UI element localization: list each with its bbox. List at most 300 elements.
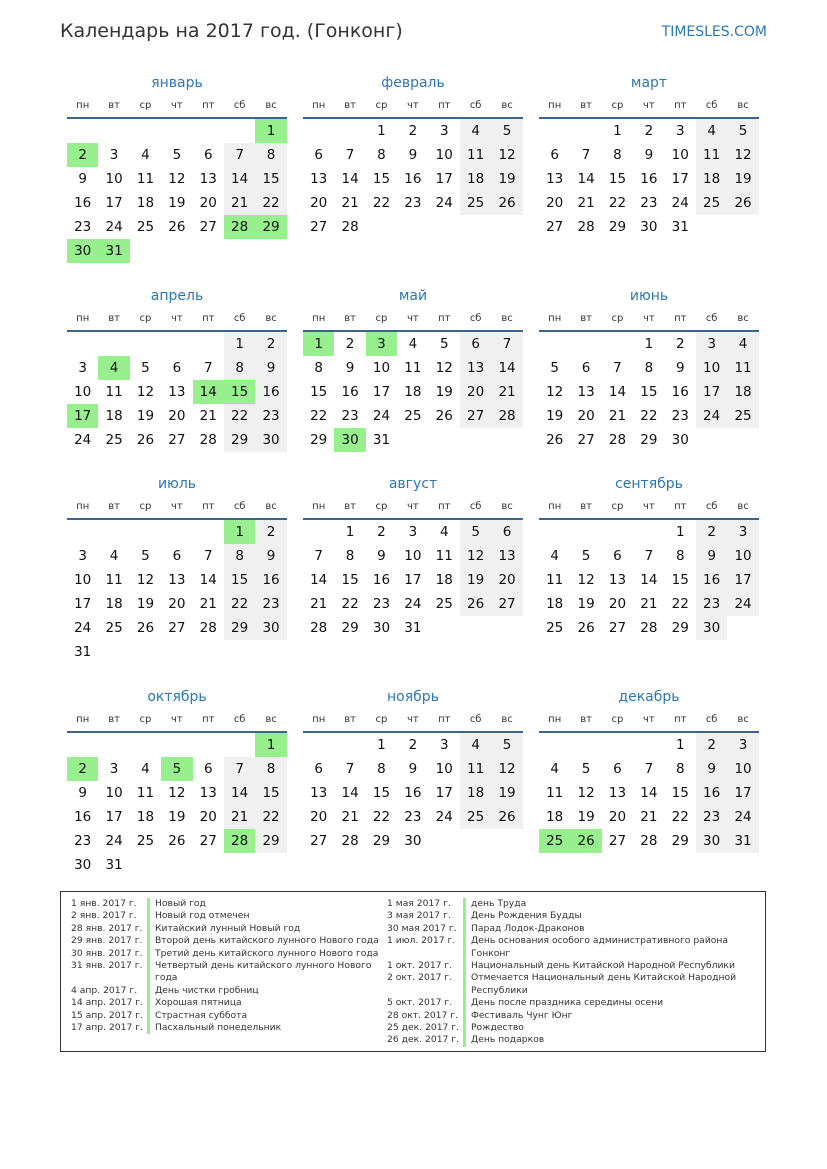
empty-cell — [570, 520, 601, 544]
day-cell: 9 — [255, 356, 286, 380]
holiday-name: Фестиваль Чунг Юнг — [471, 1009, 573, 1021]
day-cell: 3 — [675, 123, 685, 139]
weekday-label: пн — [312, 713, 326, 725]
day-cell: 5 — [460, 520, 491, 544]
empty-cell — [570, 119, 601, 143]
day-cell: 8 — [377, 147, 386, 163]
empty-cell — [303, 733, 334, 757]
empty-cell — [334, 733, 365, 757]
month-8 — [303, 473, 523, 640]
day-cell: 7 — [203, 360, 213, 376]
day-cell: 7 — [644, 761, 654, 777]
empty-cell — [539, 119, 570, 143]
holiday-day-cell: 5 — [161, 757, 192, 781]
day-cell: 23 — [671, 408, 689, 424]
month-name: январь — [151, 75, 203, 91]
legend-row — [71, 935, 386, 947]
holiday-day-cell: 29 — [255, 215, 286, 239]
weekday-label: вт — [580, 500, 592, 512]
empty-cell — [193, 119, 224, 143]
month-10 — [67, 686, 287, 877]
weekday-header — [67, 94, 287, 116]
month-name: декабрь — [618, 689, 680, 705]
month-name: август — [388, 476, 438, 492]
empty-cell — [633, 733, 664, 757]
empty-cell — [539, 733, 570, 757]
day-cell: 7 — [314, 548, 323, 564]
day-cell: 3 — [727, 520, 758, 544]
day-cell: 27 — [577, 432, 595, 448]
month-name: февраль — [381, 75, 445, 91]
day-cell: 15 — [671, 572, 689, 588]
weekday-label: пт — [438, 500, 451, 512]
day-cell: 16 — [372, 572, 391, 588]
day-cell: 16 — [74, 809, 92, 825]
day-cell: 14 — [640, 572, 658, 588]
day-cell: 25 — [460, 191, 491, 215]
day-cell: 5 — [491, 733, 522, 757]
weekday-label: вт — [580, 312, 592, 324]
holiday-day-cell: 1 — [255, 733, 286, 757]
day-cell: 17 — [727, 568, 758, 592]
day-cell: 5 — [439, 336, 449, 352]
day-cell: 25 — [546, 620, 564, 636]
empty-cell — [67, 332, 98, 356]
weekday-label: вс — [737, 99, 749, 111]
day-cell: 28 — [608, 432, 627, 448]
day-cell: 18 — [136, 195, 155, 211]
empty-cell — [67, 119, 98, 143]
day-cell: 1 — [377, 123, 386, 139]
day-cell: 5 — [727, 119, 758, 143]
month-name: октябрь — [147, 689, 207, 705]
day-cell: 19 — [168, 809, 186, 825]
weekday-label: вс — [265, 312, 277, 324]
day-cell: 12 — [168, 785, 186, 801]
day-cell: 14 — [491, 356, 522, 380]
day-cell: 13 — [310, 171, 328, 187]
holiday-day-cell: 1 — [255, 119, 286, 143]
weekday-label: ср — [611, 99, 624, 111]
empty-cell — [224, 733, 255, 757]
holiday-date: 17 апр. 2017 г. — [71, 1022, 143, 1034]
holiday-date: 28 янв. 2017 г. — [71, 922, 143, 934]
weekday-header — [67, 708, 287, 730]
empty-cell — [67, 520, 98, 544]
weekday-label: сб — [469, 312, 482, 324]
legend-row — [71, 1010, 386, 1022]
weekday-header — [303, 307, 523, 329]
day-cell: 7 — [491, 332, 522, 356]
month-6 — [539, 285, 759, 452]
day-cell: 25 — [696, 191, 727, 215]
day-cell: 10 — [105, 785, 123, 801]
day-cell: 13 — [199, 785, 217, 801]
day-cell: 9 — [696, 757, 727, 781]
day-cell: 31 — [404, 620, 422, 636]
empty-cell — [130, 332, 161, 356]
day-cell: 7 — [224, 143, 255, 167]
legend-row — [387, 898, 759, 910]
holiday-day-cell: 1 — [303, 332, 334, 356]
day-cell: 23 — [74, 219, 92, 235]
weekday-label: пт — [438, 713, 451, 725]
day-cell: 12 — [546, 384, 564, 400]
day-cell: 28 — [310, 620, 328, 636]
day-cell: 19 — [136, 408, 155, 424]
day-cell: 17 — [372, 384, 391, 400]
day-cell: 28 — [640, 833, 658, 849]
day-cell: 5 — [141, 548, 150, 564]
day-cell: 3 — [78, 360, 87, 376]
day-cell: 3 — [109, 761, 119, 777]
legend-row — [387, 935, 759, 960]
day-grid — [539, 520, 759, 640]
day-cell: 15 — [224, 568, 255, 592]
day-cell: 22 — [671, 809, 689, 825]
holiday-day-cell: 31 — [98, 239, 129, 263]
day-cell: 3 — [727, 733, 758, 757]
day-cell: 30 — [372, 620, 391, 636]
month-name: апрель — [150, 288, 204, 304]
empty-cell — [98, 733, 129, 757]
weekday-label: чт — [643, 500, 655, 512]
day-cell: 6 — [550, 147, 559, 163]
day-cell: 3 — [78, 548, 87, 564]
day-cell: 9 — [675, 360, 685, 376]
day-cell: 12 — [136, 572, 155, 588]
empty-cell — [130, 733, 161, 757]
holiday-name: День Рождения Будды — [471, 910, 582, 922]
day-cell: 21 — [640, 809, 658, 825]
site-link[interactable]: TIMESLES.COM — [661, 24, 767, 40]
day-cell: 25 — [136, 833, 155, 849]
weekday-label: вс — [737, 312, 749, 324]
day-cell: 25 — [404, 408, 422, 424]
day-cell: 1 — [644, 336, 654, 352]
day-cell: 16 — [404, 171, 422, 187]
day-cell: 19 — [491, 781, 522, 805]
empty-cell — [570, 733, 601, 757]
day-cell: 16 — [255, 568, 286, 592]
weekday-label: вт — [344, 713, 356, 725]
day-cell: 9 — [408, 761, 418, 777]
day-cell: 14 — [341, 785, 359, 801]
empty-cell — [161, 332, 192, 356]
day-grid — [67, 119, 287, 263]
weekday-label: чт — [171, 312, 183, 324]
day-cell: 14 — [310, 572, 328, 588]
holiday-marker — [147, 960, 150, 985]
legend-row — [387, 1010, 759, 1022]
day-cell: 21 — [199, 596, 217, 612]
day-cell: 16 — [696, 568, 727, 592]
weekday-header — [67, 495, 287, 517]
day-cell: 20 — [608, 596, 627, 612]
holiday-marker — [463, 972, 466, 997]
day-cell: 28 — [199, 620, 217, 636]
day-cell: 8 — [675, 761, 685, 777]
day-cell: 17 — [727, 781, 758, 805]
day-cell: 12 — [491, 143, 522, 167]
day-cell: 20 — [460, 380, 491, 404]
day-cell: 6 — [314, 761, 323, 777]
day-cell: 2 — [675, 336, 685, 352]
empty-cell — [161, 119, 192, 143]
day-cell: 15 — [608, 171, 627, 187]
holiday-day-cell: 30 — [334, 428, 365, 452]
legend-column-left — [71, 898, 386, 1034]
day-cell: 28 — [640, 620, 658, 636]
day-cell: 2 — [408, 123, 418, 139]
holiday-date: 3 мая 2017 г. — [387, 910, 451, 922]
day-cell: 22 — [372, 195, 391, 211]
holiday-marker — [463, 997, 466, 1009]
holiday-marker — [147, 997, 150, 1009]
day-cell: 27 — [460, 404, 491, 428]
weekday-label: пн — [548, 500, 562, 512]
legend-row — [387, 960, 759, 972]
legend-row — [71, 960, 386, 985]
month-name: ноябрь — [387, 689, 439, 705]
empty-cell — [602, 520, 633, 544]
day-cell: 4 — [141, 147, 150, 163]
day-cell: 24 — [372, 408, 391, 424]
day-cell: 28 — [199, 432, 217, 448]
day-cell: 7 — [345, 147, 355, 163]
page-title: Календарь на 2017 год. (Гонконг) — [60, 20, 403, 42]
empty-cell — [98, 520, 129, 544]
day-cell: 18 — [404, 384, 422, 400]
holiday-marker — [463, 923, 466, 935]
day-cell: 2 — [696, 733, 727, 757]
day-cell: 27 — [199, 219, 217, 235]
day-cell: 9 — [78, 785, 87, 801]
day-cell: 11 — [136, 785, 155, 801]
weekday-label: ср — [611, 500, 624, 512]
weekday-label: пн — [312, 500, 326, 512]
day-cell: 24 — [696, 404, 727, 428]
day-cell: 27 — [608, 833, 627, 849]
weekday-label: пн — [548, 312, 562, 324]
day-cell: 5 — [491, 119, 522, 143]
day-cell: 29 — [310, 432, 328, 448]
weekday-label: вс — [501, 99, 513, 111]
day-cell: 27 — [168, 432, 186, 448]
legend-row — [71, 997, 386, 1009]
day-cell: 26 — [577, 620, 595, 636]
day-cell: 7 — [224, 757, 255, 781]
day-grid — [303, 520, 523, 640]
month-5 — [303, 285, 523, 452]
day-cell: 22 — [310, 408, 328, 424]
weekday-label: пт — [202, 99, 215, 111]
day-cell: 20 — [199, 809, 217, 825]
weekday-label: вс — [737, 500, 749, 512]
day-cell: 15 — [341, 572, 359, 588]
weekday-label: чт — [171, 713, 183, 725]
weekday-label: пт — [202, 500, 215, 512]
day-cell: 17 — [404, 572, 422, 588]
day-cell: 9 — [345, 360, 355, 376]
day-cell: 25 — [105, 620, 123, 636]
weekday-label: вт — [108, 312, 120, 324]
day-cell: 19 — [727, 167, 758, 191]
day-cell: 15 — [310, 384, 328, 400]
holiday-date: 29 янв. 2017 г. — [71, 935, 143, 947]
month-4 — [67, 285, 287, 452]
day-grid — [303, 332, 523, 452]
day-cell: 30 — [640, 219, 658, 235]
day-cell: 10 — [372, 360, 391, 376]
holiday-marker — [147, 985, 150, 997]
weekday-label: чт — [407, 312, 419, 324]
day-cell: 29 — [224, 428, 255, 452]
day-cell: 10 — [435, 761, 453, 777]
month-9 — [539, 473, 759, 640]
weekday-label: сб — [705, 713, 718, 725]
holiday-marker — [147, 898, 150, 910]
day-cell: 17 — [671, 171, 689, 187]
day-cell: 11 — [460, 143, 491, 167]
day-cell: 19 — [577, 809, 595, 825]
month-7 — [67, 473, 287, 664]
month-1 — [67, 72, 287, 263]
day-cell: 27 — [608, 620, 627, 636]
day-cell: 16 — [640, 171, 658, 187]
day-cell: 25 — [727, 404, 758, 428]
day-cell: 13 — [491, 544, 522, 568]
holiday-day-cell: 4 — [98, 356, 129, 380]
empty-cell — [130, 119, 161, 143]
empty-cell — [570, 332, 601, 356]
day-cell: 8 — [255, 143, 286, 167]
day-cell: 23 — [341, 408, 359, 424]
day-cell: 7 — [613, 360, 622, 376]
day-cell: 21 — [199, 408, 217, 424]
day-grid — [539, 119, 759, 239]
day-cell: 8 — [345, 548, 355, 564]
holiday-marker — [147, 948, 150, 960]
holiday-name: День подарков — [471, 1034, 545, 1046]
day-cell: 15 — [372, 171, 391, 187]
day-cell: 15 — [640, 384, 658, 400]
month-name: май — [398, 288, 428, 304]
day-cell: 6 — [314, 147, 323, 163]
holiday-name: Пасхальный понедельник — [155, 1022, 282, 1034]
day-cell: 31 — [727, 829, 758, 853]
empty-cell — [67, 733, 98, 757]
day-cell: 5 — [550, 360, 559, 376]
day-cell: 29 — [372, 833, 391, 849]
day-cell: 22 — [224, 592, 255, 616]
day-cell: 17 — [74, 596, 92, 612]
day-cell: 25 — [136, 219, 155, 235]
day-cell: 21 — [341, 195, 359, 211]
day-cell: 31 — [105, 857, 123, 873]
weekday-label: пт — [438, 312, 451, 324]
holiday-name: день Труда — [471, 898, 527, 909]
weekday-label: пт — [438, 99, 451, 111]
holiday-day-cell: 26 — [570, 829, 601, 853]
weekday-label: вт — [344, 99, 356, 111]
holiday-name: Хорошая пятница — [155, 997, 242, 1009]
day-cell: 4 — [109, 548, 119, 564]
weekday-header — [539, 708, 759, 730]
day-cell: 12 — [136, 384, 155, 400]
day-cell: 29 — [671, 833, 689, 849]
holiday-name: Страстная суббота — [155, 1009, 248, 1021]
day-cell: 6 — [172, 360, 182, 376]
day-cell: 28 — [577, 219, 595, 235]
holiday-marker — [463, 910, 466, 922]
day-cell: 8 — [377, 761, 386, 777]
holiday-name: Рождество — [471, 1022, 524, 1034]
day-cell: 17 — [435, 171, 453, 187]
weekday-label: сб — [705, 99, 718, 111]
weekday-label: чт — [407, 500, 419, 512]
day-cell: 29 — [640, 432, 658, 448]
day-cell: 30 — [696, 616, 727, 640]
day-cell: 26 — [491, 805, 522, 829]
weekday-label: чт — [643, 713, 655, 725]
holiday-date: 2 янв. 2017 г. — [71, 910, 137, 922]
day-cell: 20 — [168, 408, 186, 424]
day-cell: 24 — [404, 596, 422, 612]
weekday-label: сб — [705, 500, 718, 512]
weekday-label: вт — [108, 713, 120, 725]
day-cell: 21 — [341, 809, 359, 825]
day-cell: 6 — [491, 520, 522, 544]
legend-row — [71, 898, 386, 910]
day-cell: 4 — [460, 733, 491, 757]
day-cell: 2 — [408, 737, 418, 753]
day-cell: 4 — [460, 119, 491, 143]
weekday-label: ср — [375, 99, 388, 111]
empty-cell — [303, 119, 334, 143]
day-cell: 2 — [345, 336, 355, 352]
day-cell: 5 — [172, 147, 182, 163]
day-cell: 22 — [372, 809, 391, 825]
day-cell: 20 — [491, 568, 522, 592]
day-cell: 16 — [341, 384, 359, 400]
day-cell: 20 — [608, 809, 627, 825]
day-cell: 13 — [608, 572, 627, 588]
day-cell: 19 — [577, 596, 595, 612]
day-cell: 12 — [727, 143, 758, 167]
weekday-header — [539, 94, 759, 116]
weekday-label: сб — [233, 99, 246, 111]
day-cell: 10 — [74, 384, 92, 400]
holiday-name: Парад Лодок-Драконов — [471, 922, 585, 934]
day-cell: 24 — [727, 805, 758, 829]
day-cell: 2 — [696, 520, 727, 544]
day-cell: 20 — [577, 408, 595, 424]
day-cell: 27 — [546, 219, 564, 235]
day-cell: 11 — [105, 384, 123, 400]
day-cell: 12 — [168, 171, 186, 187]
day-cell: 6 — [581, 360, 591, 376]
day-cell: 18 — [435, 572, 453, 588]
holiday-day-cell: 28 — [224, 829, 255, 853]
day-cell: 16 — [696, 781, 727, 805]
day-cell: 10 — [727, 757, 758, 781]
day-cell: 11 — [460, 757, 491, 781]
weekday-label: сб — [469, 99, 482, 111]
day-cell: 21 — [491, 380, 522, 404]
day-cell: 19 — [168, 195, 186, 211]
empty-cell — [161, 733, 192, 757]
